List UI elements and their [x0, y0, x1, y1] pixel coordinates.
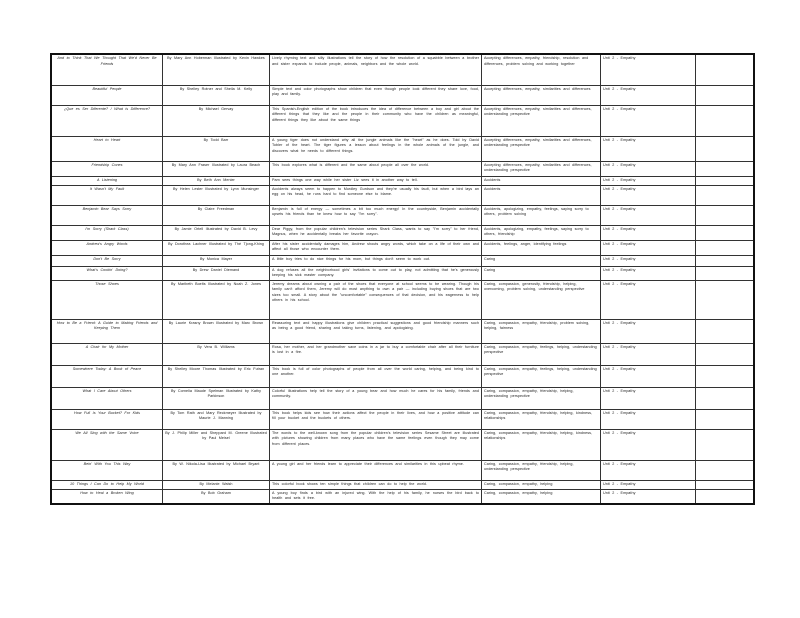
book-themes-cell: Caring, compassion, empathy, helping: [482, 489, 601, 504]
unit-cell: Unit 2 - Empathy: [601, 176, 696, 185]
book-title-cell: We All Sing with the Same Voice: [51, 429, 163, 460]
table-row: [51, 136, 754, 161]
empty-cell: [696, 176, 755, 185]
table-row: [51, 460, 754, 480]
empty-cell: [696, 161, 755, 176]
book-summary-cell: This book helps kids see how their actions affect the people in their lives, and how a positive attitude can fill your bucket and the buckets of others.: [270, 409, 482, 429]
unit-cell: Unit 2 - Empathy: [601, 255, 696, 266]
book-summary-cell: This Spanish-English edition of the book introduces the idea of difference between a boy and girl about the different things that they like and the people in their community who have the children as meaningful, different things they like about the same things: [270, 105, 482, 136]
book-title-cell: Those Shoes: [51, 280, 163, 319]
book-list-table: [50, 53, 755, 505]
book-author-cell: By Laurie Krasny Brown Illustrated by Marc Brown: [163, 319, 270, 343]
book-themes-cell: Caring, compassion, empathy, friendship, helping, kindness, relationships: [482, 409, 601, 429]
book-summary-cell: This colorful book shows ten simple things that children can do to help the world.: [270, 480, 482, 489]
book-themes-cell: Accidents, feelings, anger, identifying feelings: [482, 240, 601, 255]
book-author-cell: By Vera B. Williams: [163, 343, 270, 365]
book-title-cell: Somewhere Today: A Book of Peace: [51, 365, 163, 387]
book-themes-cell: Caring, compassion, empathy, friendship, helping, understanding perspective: [482, 387, 601, 409]
book-author-cell: By Claire Freedman: [163, 205, 270, 225]
book-themes-cell: Accidents: [482, 185, 601, 205]
book-title-cell: Beautiful People: [51, 85, 163, 105]
book-title-cell: Don't Be Sorry: [51, 255, 163, 266]
empty-cell: [696, 136, 755, 161]
book-themes-cell: Caring, compassion, empathy, feelings, helping, understanding perspective: [482, 343, 601, 365]
empty-cell: [696, 85, 755, 105]
unit-cell: Unit 2 - Empathy: [601, 460, 696, 480]
table-row: [51, 161, 754, 176]
book-themes-cell: Accepting differences, empathy, similarities and differences, understanding perspective: [482, 136, 601, 161]
book-author-cell: By Bob Graham: [163, 489, 270, 504]
unit-cell: Unit 2 - Empathy: [601, 136, 696, 161]
book-summary-cell: Colorful illustrations help tell the story of a young bear and how much he cares for his family, friends and community.: [270, 387, 482, 409]
book-author-cell: By Shelley Rotner and Sheila M. Kelly: [163, 85, 270, 105]
unit-cell: Unit 2 - Empathy: [601, 343, 696, 365]
empty-cell: [696, 365, 755, 387]
empty-cell: [696, 105, 755, 136]
empty-cell: [696, 460, 755, 480]
unit-cell: Unit 2 - Empathy: [601, 185, 696, 205]
book-summary-cell: After his sister accidentally damages him, Andrew shouts angry words, which take on a life of their own and affect all those who encounter them.: [270, 240, 482, 255]
empty-cell: [696, 409, 755, 429]
unit-cell: Unit 2 - Empathy: [601, 105, 696, 136]
book-themes-cell: Accepting differences, empathy, similarities and differences, understanding perspective: [482, 161, 601, 176]
unit-cell: Unit 2 - Empathy: [601, 205, 696, 225]
book-summary-cell: Simple text and color photographs show children that even though people look different they share love, food, play and family.: [270, 85, 482, 105]
empty-cell: [696, 387, 755, 409]
table-row: [51, 185, 754, 205]
unit-cell: Unit 2 - Empathy: [601, 280, 696, 319]
table-row: [51, 54, 754, 85]
book-list-body: [51, 54, 754, 504]
table-row: [51, 85, 754, 105]
unit-cell: Unit 2 - Empathy: [601, 409, 696, 429]
book-title-cell: What I Care About Others: [51, 387, 163, 409]
book-themes-cell: Accidents: [482, 176, 601, 185]
book-author-cell: By Mary Ann Hoberman Illustrated by Kevin Hawkes: [163, 54, 270, 85]
unit-cell: Unit 2 - Empathy: [601, 489, 696, 504]
empty-cell: [696, 489, 755, 504]
unit-cell: Unit 2 - Empathy: [601, 429, 696, 460]
book-author-cell: By Helen Lester Illustrated by Lynn Munsinger: [163, 185, 270, 205]
book-themes-cell: Caring, compassion, empathy, friendship, helping, kindness, relationships: [482, 429, 601, 460]
table-row: [51, 225, 754, 240]
unit-cell: Unit 2 - Empathy: [601, 85, 696, 105]
book-title-cell: A Listening: [51, 176, 163, 185]
book-summary-cell: A little boy tries to do nice things for his mom, but things don't seem to work out.: [270, 255, 482, 266]
book-summary-cell: Reassuring text and happy illustrations give children practical suggestions and good friendship manners such as being a good friend, sharing and taking turns, listening, and apologizing.: [270, 319, 482, 343]
book-title-cell: Friendship Cones: [51, 161, 163, 176]
book-summary-cell: This book explores what is different and the same about people all over the world.: [270, 161, 482, 176]
unit-cell: Unit 2 - Empathy: [601, 161, 696, 176]
book-summary-cell: A young tiger does not understand why all the jungle animals like the "heart" as he does. Told by David Tobler of the heart. The tiger figures a lesson about feelings in the whole animals of the jungle, and discovers what he needs to different things.: [270, 136, 482, 161]
unit-cell: Unit 2 - Empathy: [601, 266, 696, 280]
empty-cell: [696, 266, 755, 280]
book-summary-cell: Dear Piggy, from the popular children's television series Shark Class, wants to say "I'm sorry" to her friend, Magnus, when he accidentally breaks her favorite crayon.: [270, 225, 482, 240]
book-author-cell: By Jamie Ortell Illustrated by David B. Levy: [163, 225, 270, 240]
book-summary-cell: The words to the well-known song from the popular children's television series Sesame Street are illustrated with pictures showing children from many places who have the same feelings even though they may come from different places.: [270, 429, 482, 460]
table-row: [51, 365, 754, 387]
unit-cell: Unit 2 - Empathy: [601, 225, 696, 240]
book-title-cell: It Wasn't My Fault: [51, 185, 163, 205]
empty-cell: [696, 429, 755, 460]
book-title-cell: A Chair for My Mother: [51, 343, 163, 365]
book-title-cell: Heart to Heart: [51, 136, 163, 161]
book-title-cell: Benjamin Bear Says Sorry: [51, 205, 163, 225]
table-row: [51, 266, 754, 280]
empty-cell: [696, 343, 755, 365]
table-row: [51, 319, 754, 343]
book-author-cell: By Melanie Walsh: [163, 480, 270, 489]
table-row: [51, 205, 754, 225]
book-title-cell: 10 Things I Can Do to Help My World: [51, 480, 163, 489]
book-author-cell: By J. Philip Miller and Sheppard M. Greene Illustrated by Paul Meisel: [163, 429, 270, 460]
book-themes-cell: Caring, compassion, empathy, feelings, helping, understanding perspective: [482, 365, 601, 387]
book-summary-cell: Rosa, her mother, and her grandmother save coins in a jar to buy a comfortable chair after all their furniture is lost in a fire.: [270, 343, 482, 365]
table-row: [51, 176, 754, 185]
book-summary-cell: Lively rhyming text and silly illustrations tell the story of how the resolution of a squabble between a brother and sister expands to include people, animals, neighbors and the whole world.: [270, 54, 482, 85]
book-summary-cell: Accidents always seem to happen to Murdley Gurdson and they're usually his fault, but when a bird lays an egg on his head, he runs hard to find someone else to blame.: [270, 185, 482, 205]
book-title-cell: Andrew's Angry Words: [51, 240, 163, 255]
book-summary-cell: A dog refuses all the neighborhood girls' invitations to come out to play, not admitting that he's generously keeping his sick master company.: [270, 266, 482, 280]
table-row: [51, 105, 754, 136]
empty-cell: [696, 225, 755, 240]
book-summary-cell: Jeremy dreams about owning a pair of the shoes that everyone at school seems to be wearing. Though his family can't afford them, Jeremy will do most anything to own a pair — including buying shoes that are two sizes too small. A story about the "uncomfortable" consequences of that decision, and his eagerness to help others in his school.: [270, 280, 482, 319]
unit-cell: Unit 2 - Empathy: [601, 240, 696, 255]
book-author-cell: By Cornelia Maude Spelman Illustrated by Kathy Parkinson: [163, 387, 270, 409]
book-title-cell: I'm Sorry (Shark Class): [51, 225, 163, 240]
book-themes-cell: Accidents, apologizing, empathy, feelings, saying sorry to others, friendship: [482, 225, 601, 240]
empty-cell: [696, 319, 755, 343]
table-row: [51, 429, 754, 460]
book-title-cell: Bein' With You This Way: [51, 460, 163, 480]
book-themes-cell: Caring, compassion, empathy, friendship, problem solving, helping, fairness: [482, 319, 601, 343]
book-author-cell: By Todd Barr: [163, 136, 270, 161]
table-row: [51, 240, 754, 255]
book-author-cell: By Michael Gervay: [163, 105, 270, 136]
empty-cell: [696, 240, 755, 255]
book-themes-cell: Accepting differences, empathy, friendship, resolution and differences, problem solving and working together: [482, 54, 601, 85]
empty-cell: [696, 54, 755, 85]
unit-cell: Unit 2 - Empathy: [601, 319, 696, 343]
unit-cell: Unit 2 - Empathy: [601, 54, 696, 85]
book-author-cell: By Shelley Moore Thomas Illustrated by Eric Futran: [163, 365, 270, 387]
book-summary-cell: A young boy finds a bird with an injured wing. With the help of his family, he nurses the bird back to health and sets it free.: [270, 489, 482, 504]
table-row: [51, 255, 754, 266]
empty-cell: [696, 205, 755, 225]
book-author-cell: By Maribeth Boelts Illustrated by Noah Z. Jones: [163, 280, 270, 319]
book-author-cell: By Tom Rath and Mary Reckmeyer Illustrated by Maurie J. Manning: [163, 409, 270, 429]
book-themes-cell: Accidents, apologizing, empathy, feelings, saying sorry to others, problem solving: [482, 205, 601, 225]
empty-cell: [696, 185, 755, 205]
book-themes-cell: Accepting differences, empathy, similarities and differences, understanding perspective: [482, 105, 601, 136]
book-author-cell: By Dorothea Lachner Illustrated by Thé Tjong-Khing: [163, 240, 270, 255]
book-themes-cell: Caring, compassion, empathy, friendship, helping, understanding perspective: [482, 460, 601, 480]
table-row: [51, 343, 754, 365]
book-title-cell: How Full Is Your Bucket? For Kids: [51, 409, 163, 429]
empty-cell: [696, 280, 755, 319]
book-title-cell: And to Think That We Thought That We'd Never Be Friends: [51, 54, 163, 85]
book-themes-cell: Caring, compassion, empathy, helping: [482, 480, 601, 489]
book-summary-cell: This book is full of color photographs of people from all over the world caring, helping, and being kind to one another.: [270, 365, 482, 387]
book-author-cell: By Monica Mayer: [163, 255, 270, 266]
table-row: [51, 280, 754, 319]
book-themes-cell: Caring, compassion, generosity, friendship, helping, overcoming, problem solving, understanding perspective: [482, 280, 601, 319]
book-summary-cell: Pam sees things one way while her sister Liz sees it in another way to tell.: [270, 176, 482, 185]
book-author-cell: By Mary Ann Fraser Illustrated by Laura Beach: [163, 161, 270, 176]
table-row: [51, 409, 754, 429]
book-title-cell: What's Cookin' Doing?: [51, 266, 163, 280]
book-author-cell: By Drew Daniel Diemand: [163, 266, 270, 280]
book-summary-cell: Benjamin is full of energy — sometimes a bit too much energy! In the countryside, Benjamin accidentally upsets his friends than he knew how to say "I'm sorry".: [270, 205, 482, 225]
book-themes-cell: Caring: [482, 266, 601, 280]
table-row: [51, 387, 754, 409]
table-row: [51, 480, 754, 489]
book-themes-cell: Caring: [482, 255, 601, 266]
book-title-cell: How to Heal a Broken Wing: [51, 489, 163, 504]
book-title-cell: How to Be a Friend: A Guide to Making Friends and Keeping Them: [51, 319, 163, 343]
book-title-cell: ¿Que es Ser Diferente? / What is Difference?: [51, 105, 163, 136]
book-summary-cell: A young girl and her friends learn to appreciate their differences and similarities in this upbeat rhyme.: [270, 460, 482, 480]
unit-cell: Unit 2 - Empathy: [601, 365, 696, 387]
book-author-cell: By Beth Ann Menier: [163, 176, 270, 185]
empty-cell: [696, 480, 755, 489]
book-themes-cell: Accepting differences, empathy, similarities and differences: [482, 85, 601, 105]
unit-cell: Unit 2 - Empathy: [601, 387, 696, 409]
unit-cell: Unit 2 - Empathy: [601, 480, 696, 489]
table-row: [51, 489, 754, 504]
empty-cell: [696, 255, 755, 266]
book-author-cell: By W. Nikola-Lisa Illustrated by Michael Bryant: [163, 460, 270, 480]
